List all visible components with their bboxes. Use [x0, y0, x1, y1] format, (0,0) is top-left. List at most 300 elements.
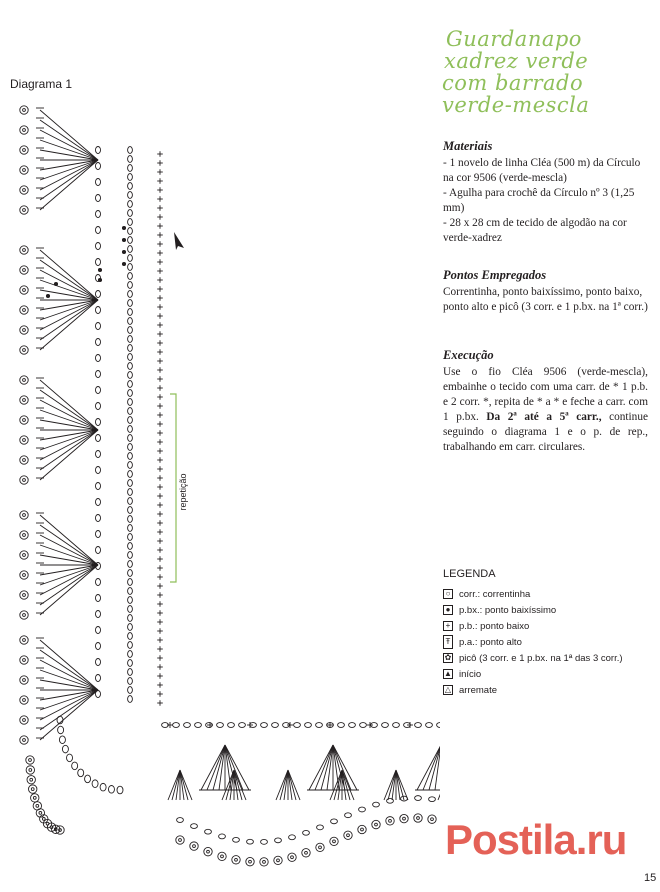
picot-center — [235, 858, 238, 861]
picot-mark — [20, 186, 28, 194]
chain-mark — [338, 723, 345, 728]
watermark-logo: Postila.ru — [445, 816, 627, 863]
chain-mark — [128, 318, 133, 325]
chain-mark — [128, 543, 133, 550]
stitch-line — [40, 160, 98, 200]
picot-center — [23, 739, 26, 742]
picot-center — [23, 269, 26, 272]
picot-center — [179, 839, 182, 842]
title-line-2: xadrez verde — [444, 49, 589, 73]
chain-mark — [261, 723, 268, 728]
picot-mark — [29, 785, 37, 793]
finish-icon: △ — [444, 685, 452, 694]
picot-mark — [372, 820, 380, 828]
chain-mark — [96, 467, 101, 474]
picot-mark — [344, 831, 352, 839]
picot-mark — [190, 842, 198, 850]
picot-center — [23, 309, 26, 312]
chain-mark — [128, 678, 133, 685]
chain-mark — [316, 723, 323, 728]
picot-mark — [20, 531, 28, 539]
picot-center — [305, 851, 308, 854]
picot-center — [389, 819, 392, 822]
picot-mark — [20, 126, 28, 134]
picot-center — [23, 514, 26, 517]
chain-mark — [128, 651, 133, 658]
picot-mark — [386, 817, 394, 825]
chain-mark — [177, 818, 184, 823]
chain-mark — [128, 372, 133, 379]
picot-mark — [20, 106, 28, 114]
chain-mark — [359, 807, 366, 812]
chain-mark — [128, 696, 133, 703]
picot-center — [431, 818, 434, 821]
legend-label: corr.: correntinha — [459, 588, 531, 600]
chain-mark — [128, 480, 133, 487]
picot-center — [23, 574, 26, 577]
chain-mark — [128, 534, 133, 541]
chain-mark — [96, 243, 101, 250]
stitch-line — [40, 120, 98, 160]
slip-stitch-mark — [122, 250, 125, 253]
chain-mark — [128, 381, 133, 388]
slip-stitch-mark — [98, 278, 101, 281]
chain-mark — [128, 462, 133, 469]
picot-center — [23, 554, 26, 557]
chain-mark — [128, 291, 133, 298]
stitch-line — [40, 300, 98, 320]
chain-mark — [96, 659, 101, 666]
picot-center — [23, 349, 26, 352]
chain-mark — [128, 660, 133, 667]
chain-mark — [58, 726, 64, 734]
picot-center — [23, 614, 26, 617]
picot-mark — [218, 852, 226, 860]
slip-stitch-mark — [122, 238, 125, 241]
picot-center — [23, 379, 26, 382]
picot-center — [23, 189, 26, 192]
stitch-line — [40, 650, 98, 690]
picot-center — [193, 845, 196, 848]
picot-center — [33, 796, 36, 799]
chain-mark — [415, 723, 422, 728]
chain-mark — [128, 453, 133, 460]
chain-mark — [128, 336, 133, 343]
picot-mark — [274, 856, 282, 864]
chain-mark — [128, 228, 133, 235]
chain-mark — [345, 813, 352, 818]
picot-mark — [20, 346, 28, 354]
picot-center — [361, 828, 364, 831]
chain-mark — [128, 498, 133, 505]
chain-mark — [62, 745, 68, 753]
stitch-line — [40, 430, 98, 470]
slip-stitch-mark — [98, 268, 101, 271]
chain-mark — [96, 307, 101, 314]
chain-mark — [96, 291, 101, 298]
chain-mark — [349, 723, 356, 728]
stitch-line — [333, 745, 345, 790]
materials-line-3: - 28 x 28 cm de tecido de algodão na cor verde-xadrez — [443, 217, 627, 244]
stitch-line — [438, 770, 440, 800]
legend-item-chain — [443, 586, 623, 602]
chain-mark — [128, 282, 133, 289]
legend-item-single-crochet — [443, 618, 623, 634]
stitch-line — [280, 770, 288, 800]
chain-mark — [117, 786, 123, 794]
legend-label: início — [459, 668, 482, 680]
chain-mark — [78, 769, 84, 777]
stitch-line — [388, 770, 396, 800]
chain-mark — [228, 723, 235, 728]
stitch-line — [40, 410, 98, 430]
chain-mark — [128, 165, 133, 172]
chain-mark — [128, 174, 133, 181]
chain-mark — [128, 633, 133, 640]
start-icon: ▲ — [444, 669, 452, 678]
picot-mark — [428, 815, 436, 823]
picot-center — [23, 329, 26, 332]
chain-mark — [72, 762, 78, 770]
stitch-line — [40, 260, 98, 300]
chain-mark — [108, 785, 114, 793]
picot-mark — [288, 853, 296, 861]
stitch-line — [417, 745, 440, 790]
legend-item-picot — [443, 650, 623, 666]
chain-mark — [85, 775, 91, 783]
chain-mark — [128, 183, 133, 190]
picot-mark — [20, 591, 28, 599]
picot-center — [23, 639, 26, 642]
chain-mark — [96, 259, 101, 266]
chain-mark — [128, 201, 133, 208]
picot-mark — [27, 776, 35, 784]
chain-mark — [128, 426, 133, 433]
title-line-4: verde-mescla — [442, 93, 590, 117]
chain-mark — [128, 156, 133, 163]
chain-mark — [128, 435, 133, 442]
chain-mark — [128, 579, 133, 586]
chain-mark — [429, 797, 436, 802]
picot-mark — [260, 858, 268, 866]
picot-center — [263, 860, 266, 863]
legend-title: LEGENDA — [443, 568, 496, 580]
legend-label: p.a.: ponto alto — [459, 636, 522, 648]
chain-mark — [59, 736, 65, 744]
chain-mark — [96, 547, 101, 554]
legend-item-slip-stitch — [443, 602, 623, 618]
slip-stitch-mark — [54, 282, 57, 285]
chain-mark — [184, 723, 191, 728]
stitch-line — [40, 565, 98, 605]
picot-mark — [20, 376, 28, 384]
picot-center — [23, 479, 26, 482]
picot-mark — [31, 794, 39, 802]
chain-mark — [128, 147, 133, 154]
picot-center — [23, 209, 26, 212]
chain-mark — [96, 355, 101, 362]
legend-item-double-crochet — [443, 634, 623, 650]
stitch-line — [40, 670, 98, 690]
picot-center — [221, 855, 224, 858]
chain-mark — [219, 834, 226, 839]
execution-text-a: Use o fio Cléa 9506 (verde-mescla), embainhe o tecido com uma carr. de * 1 p.b. e 2 corr. *, repita de * a * e feche a carr. com 1 p.bx. — [443, 366, 648, 423]
slip-stitch-mark — [122, 226, 125, 229]
stitch-line — [40, 565, 98, 585]
stitch-line — [40, 160, 98, 180]
chain-mark — [128, 606, 133, 613]
picot-center — [417, 817, 420, 820]
chain-mark — [373, 802, 380, 807]
chain-mark — [128, 273, 133, 280]
picot-center — [23, 149, 26, 152]
picot-center — [319, 846, 322, 849]
materials-heading: Materiais — [443, 139, 493, 153]
picot-center — [333, 840, 336, 843]
chain-mark — [305, 723, 312, 728]
picot-mark — [20, 511, 28, 519]
slip-stitch-icon: ● — [443, 605, 453, 615]
picot-mark — [246, 857, 254, 865]
chain-mark — [67, 754, 73, 762]
chain-mark — [128, 642, 133, 649]
page-title — [440, 28, 640, 116]
picot-mark — [20, 476, 28, 484]
single-crochet-icon: + — [443, 621, 453, 631]
legend-item-start — [443, 666, 623, 682]
picot-center — [403, 817, 406, 820]
picot-center — [23, 399, 26, 402]
picot-mark — [20, 146, 28, 154]
chain-mark — [96, 195, 101, 202]
chain-mark — [96, 435, 101, 442]
chain-mark — [128, 561, 133, 568]
picot-mark — [20, 266, 28, 274]
chain-mark — [128, 300, 133, 307]
chain-mark — [382, 723, 389, 728]
picot-mark — [316, 843, 324, 851]
chain-mark — [294, 723, 301, 728]
stitch-line — [321, 745, 333, 790]
picot-mark — [20, 736, 28, 744]
chain-mark — [275, 838, 282, 843]
chain-mark — [191, 824, 198, 829]
picot-center — [291, 856, 294, 859]
chain-mark — [393, 723, 400, 728]
chain-mark — [128, 597, 133, 604]
chain-mark — [387, 798, 394, 803]
chain-mark — [128, 570, 133, 577]
chain-mark — [426, 723, 433, 728]
picot-center — [23, 129, 26, 132]
picot-center — [30, 778, 33, 781]
legend-label: p.b.: ponto baixo — [459, 620, 530, 632]
chain-mark — [128, 210, 133, 217]
chain-icon: ○ — [443, 589, 453, 599]
chain-mark — [128, 552, 133, 559]
picot-mark — [414, 814, 422, 822]
chain-mark — [128, 363, 133, 370]
chain-mark — [128, 615, 133, 622]
picot-mark — [20, 206, 28, 214]
slip-stitch-mark — [46, 294, 49, 297]
execution-section — [443, 348, 648, 455]
chain-mark — [96, 451, 101, 458]
picot-mark — [302, 849, 310, 857]
stitch-line — [396, 770, 404, 800]
picot-mark — [20, 456, 28, 464]
chain-mark — [331, 819, 338, 824]
picot-mark — [358, 825, 366, 833]
picot-mark — [204, 847, 212, 855]
execution-text — [443, 365, 648, 455]
stitches-heading: Pontos Empregados — [443, 268, 547, 282]
picot-center — [249, 860, 252, 863]
chain-mark — [303, 830, 310, 835]
chain-mark — [261, 839, 268, 844]
chain-mark — [96, 371, 101, 378]
picot-mark — [20, 571, 28, 579]
stitches-section — [443, 268, 648, 315]
chain-mark — [96, 499, 101, 506]
picot-center — [23, 719, 26, 722]
stitch-line — [288, 770, 296, 800]
chain-mark — [96, 403, 101, 410]
stitch-line — [213, 745, 225, 790]
chain-mark — [128, 507, 133, 514]
repeat-label: repetição — [178, 473, 188, 511]
chain-mark — [100, 783, 106, 791]
chain-mark — [96, 627, 101, 634]
chain-mark — [233, 837, 240, 842]
chain-mark — [128, 246, 133, 253]
chain-mark — [272, 723, 279, 728]
legend-label: p.bx.: ponto baixíssimo — [459, 604, 557, 616]
chain-mark — [96, 531, 101, 538]
picot-center — [23, 439, 26, 442]
picot-mark — [20, 286, 28, 294]
picot-mark — [176, 836, 184, 844]
chain-mark — [173, 723, 180, 728]
chain-mark — [128, 489, 133, 496]
picot-center — [23, 249, 26, 252]
picot-mark — [20, 166, 28, 174]
picot-mark — [20, 306, 28, 314]
stitch-line — [334, 770, 342, 800]
chain-mark — [96, 611, 101, 618]
repeat-bracket — [170, 394, 176, 582]
chain-mark — [289, 835, 296, 840]
chain-mark — [128, 255, 133, 262]
chain-mark — [317, 825, 324, 830]
picot-mark — [20, 716, 28, 724]
picot-center — [277, 859, 280, 862]
chain-mark — [205, 829, 212, 834]
chain-mark — [217, 723, 224, 728]
picot-mark — [20, 416, 28, 424]
picot-center — [375, 823, 378, 826]
legend-item-finish — [443, 682, 623, 698]
chain-mark — [247, 839, 254, 844]
picot-center — [23, 109, 26, 112]
chain-mark — [96, 211, 101, 218]
picot-center — [23, 594, 26, 597]
stitch-line — [40, 525, 98, 565]
slip-stitch-mark — [122, 262, 125, 265]
picot-center — [23, 169, 26, 172]
legend-label: picô (3 corr. e 1 p.bx. na 1ª das 3 corr.) — [459, 652, 623, 664]
materials-line-2: - Agulha para crochê da Círculo nº 3 (1,25 mm) — [443, 187, 635, 214]
chain-mark — [128, 237, 133, 244]
legend-label: arremate — [459, 684, 498, 696]
stitch-line — [40, 140, 98, 160]
chain-mark — [96, 147, 101, 154]
chain-mark — [128, 219, 133, 226]
title-line-1: Guardanapo — [446, 27, 582, 51]
picot-center — [23, 659, 26, 662]
legend — [443, 568, 623, 698]
stitch-line — [40, 390, 98, 430]
chain-mark — [239, 723, 246, 728]
stitch-line — [201, 745, 225, 790]
materials-line-1: - 1 novelo de linha Cléa (500 m) da Círculo na cor 9506 (verde-mescla) — [443, 157, 641, 184]
picot-mark — [330, 837, 338, 845]
diagram-title: Diagrama 1 — [10, 77, 73, 91]
stitch-line — [225, 745, 237, 790]
chain-mark — [128, 516, 133, 523]
chain-mark — [96, 675, 101, 682]
chain-mark — [128, 354, 133, 361]
picot-center — [23, 289, 26, 292]
picot-mark — [400, 814, 408, 822]
chain-mark — [96, 227, 101, 234]
stitch-line — [40, 430, 98, 450]
page-number: 15 — [644, 872, 657, 884]
picot-mark — [20, 246, 28, 254]
start-arrow-icon — [174, 232, 184, 250]
chain-mark — [128, 687, 133, 694]
chain-mark — [195, 723, 202, 728]
chain-mark — [96, 515, 101, 522]
chain-mark — [128, 390, 133, 397]
double-crochet-icon: Ŧ — [443, 635, 453, 649]
chain-mark — [128, 471, 133, 478]
chain-mark — [96, 691, 101, 698]
chain-mark — [128, 309, 133, 316]
chain-mark — [96, 163, 101, 170]
picot-center — [39, 812, 42, 815]
chain-mark — [415, 796, 422, 801]
picot-mark — [20, 326, 28, 334]
stitch-line — [172, 770, 180, 800]
chain-mark — [128, 669, 133, 676]
chain-mark — [96, 323, 101, 330]
picot-center — [31, 788, 34, 791]
chain-mark — [437, 723, 440, 728]
chain-mark — [96, 643, 101, 650]
stitch-line — [40, 300, 98, 340]
materials-section — [443, 139, 648, 246]
picot-mark — [20, 636, 28, 644]
picot-mark — [20, 696, 28, 704]
picot-mark — [20, 656, 28, 664]
picot-mark — [20, 676, 28, 684]
chain-mark — [128, 399, 133, 406]
chain-mark — [96, 419, 101, 426]
title-line-3: com barrado — [442, 71, 584, 95]
chain-mark — [128, 444, 133, 451]
chain-mark — [96, 387, 101, 394]
